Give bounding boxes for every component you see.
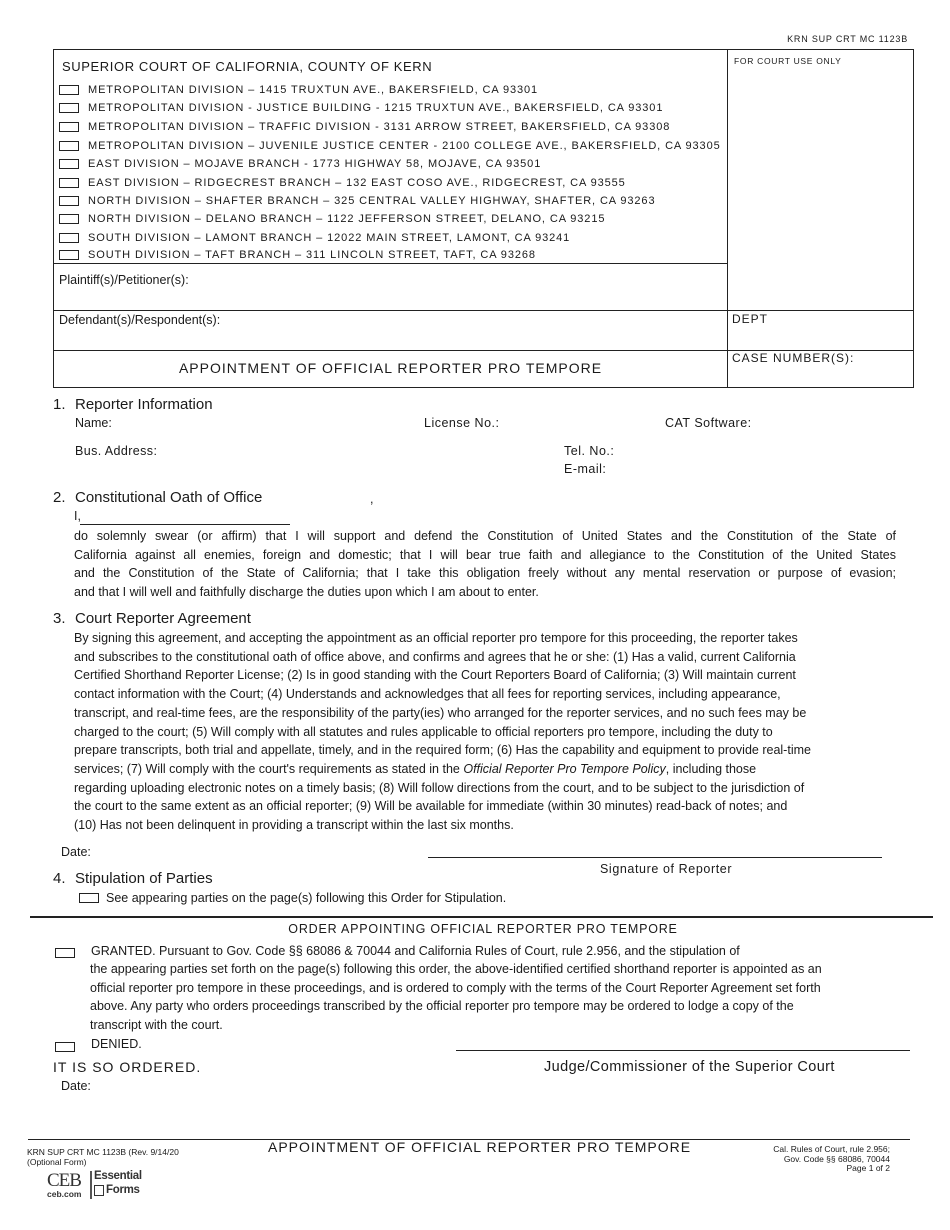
optional-form-label: (Optional Form) [27, 1156, 87, 1167]
branch-label: METROPOLITAN DIVISION – JUVENILE JUSTICE CENTER - 2100 COLLEGE AVE., BAKERSFIELD, CA 93305 [88, 140, 721, 152]
oath-paragraph [74, 527, 896, 602]
page-number: Page 1 of 2 [846, 1163, 890, 1173]
defendant-field[interactable] [53, 310, 728, 351]
oath-comma: , [370, 492, 374, 506]
business-address-label[interactable]: Bus. Address: [75, 444, 158, 458]
oath-name-line[interactable] [80, 524, 290, 525]
policy-title: Official Reporter Pro Tempore Policy [463, 761, 666, 776]
branch-label: EAST DIVISION – MOJAVE BRANCH - 1773 HIGHWAY 58, MOJAVE, CA 93501 [88, 158, 542, 170]
checkbox[interactable] [59, 85, 79, 95]
section-1-number: 1. [53, 396, 66, 413]
agreement-line: regarding uploading electronic notes on a timely basis; (8) Will follow directions from the court, and to be subject to the jurisdiction of [74, 780, 805, 795]
rules-line: Cal. Rules of Court, rule 2.956; [773, 1144, 890, 1154]
section-4-title: Stipulation of Parties [75, 870, 213, 887]
reporter-name-label[interactable]: Name: [75, 416, 112, 430]
court-use-label: FOR COURT USE ONLY [734, 56, 842, 66]
denied-checkbox[interactable] [55, 1042, 75, 1052]
agreement-text: services; (7) Will comply with the court's requirements as stated in the [74, 761, 464, 776]
section-3-number: 3. [53, 610, 66, 627]
stipulation-label: See appearing parties on the page(s) following this Order for Stipulation. [106, 891, 507, 905]
granted-checkbox[interactable] [55, 948, 75, 958]
branch-label: NORTH DIVISION – DELANO BRANCH – 1122 JEFFERSON STREET, DELANO, CA 93215 [88, 213, 606, 225]
essential-forms-logo [94, 1170, 154, 1200]
court-address-box [53, 49, 728, 264]
granted-line: above. Any party who orders proceedings transcribed by the official reporter pro tempore may be ordered to lodge a copy of the [90, 999, 794, 1014]
section-2-number: 2. [53, 489, 66, 506]
branch-label: METROPOLITAN DIVISION - JUSTICE BUILDING - 1215 TRUXTUN AVE., BAKERSFIELD, CA 93301 [88, 102, 664, 114]
section-2-title: Constitutional Oath of Office [75, 489, 263, 506]
branch-option-3[interactable] [59, 119, 670, 135]
plaintiff-field[interactable] [53, 263, 728, 311]
reporter-signature-line[interactable] [428, 857, 882, 858]
reporter-date-label[interactable]: Date: [61, 845, 91, 859]
ceb-logo [47, 1171, 89, 1201]
forms-text: Forms [106, 1184, 140, 1196]
agreement-line: prepare transcripts, both trial and appellate, timely, and in the required form; (6) Has the capability and equipment to provide real-time [74, 743, 811, 758]
form-title-box [53, 350, 728, 388]
footer-title: APPOINTMENT OF OFFICIAL REPORTER PRO TEMPORE [268, 1139, 692, 1155]
checkbox[interactable] [59, 141, 79, 151]
oath-line: and that I will well and faithfully discharge the duties upon which I am about to enter. [74, 585, 539, 600]
checkbox[interactable] [59, 159, 79, 169]
branch-option-10[interactable] [59, 247, 536, 263]
checkbox[interactable] [59, 214, 79, 224]
defendant-label: Defendant(s)/Respondent(s): [59, 313, 221, 327]
plaintiff-label: Plaintiff(s)/Petitioner(s): [59, 273, 189, 287]
forms-icon [94, 1185, 104, 1196]
judge-signature-line[interactable] [456, 1050, 910, 1051]
oath-line: and the Constitution of the State of California; that I take this obligation freely without any mental reservation or purpose of evasion; [74, 566, 896, 581]
branch-option-1[interactable] [59, 82, 538, 98]
ceb-site-text: ceb.com [47, 1189, 82, 1199]
branch-label: SOUTH DIVISION – LAMONT BRANCH – 12022 MAIN STREET, LAMONT, CA 93241 [88, 232, 571, 244]
stipulation-option[interactable] [79, 891, 506, 905]
agreement-line: contact information with the Court; (4) Understands and acknowledges that all fees for reporting services, including appearance, [74, 687, 781, 702]
checkbox[interactable] [59, 250, 79, 260]
granted-paragraph [90, 960, 912, 1035]
granted-line: transcript with the court. [90, 1018, 223, 1033]
court-title: SUPERIOR COURT OF CALIFORNIA, COUNTY OF KERN [62, 59, 433, 74]
branch-label: METROPOLITAN DIVISION – TRAFFIC DIVISION - 3131 ARROW STREET, BAKERSFIELD, CA 93308 [88, 121, 671, 133]
branch-option-8[interactable] [59, 211, 605, 227]
branch-option-7[interactable] [59, 193, 655, 209]
branch-label: NORTH DIVISION – SHAFTER BRANCH – 325 CENTRAL VALLEY HIGHWAY, SHAFTER, CA 93263 [88, 195, 656, 207]
section-3-title: Court Reporter Agreement [75, 610, 251, 627]
agreement-paragraph [74, 629, 900, 835]
oath-line: California against all enemies, foreign and domestic; that I will bear true faith and allegiance to the Constitution of the United States [74, 547, 896, 562]
order-heading: ORDER APPOINTING OFFICIAL REPORTER PRO TEMPORE [288, 922, 678, 936]
section-4-number: 4. [53, 870, 66, 887]
license-label[interactable]: License No.: [424, 416, 500, 430]
oath-line: do solemnly swear (or affirm) that I will support and defend the Constitution of United States and the Constitution of the State of [74, 529, 896, 543]
checkbox[interactable] [59, 196, 79, 206]
case-number-label: CASE NUMBER(S): [732, 351, 855, 365]
checkbox[interactable] [59, 103, 79, 113]
logo-divider [90, 1171, 92, 1199]
so-ordered: IT IS SO ORDERED. [53, 1059, 202, 1075]
court-use-box [727, 49, 914, 311]
form-code-top: KRN SUP CRT MC 1123B [787, 34, 908, 44]
checkbox[interactable] [59, 233, 79, 243]
branch-option-2[interactable] [59, 100, 663, 116]
agreement-line: By signing this agreement, and accepting the appointment as an official reporter pro tempore for this proceeding, the reporter takes [74, 631, 798, 645]
agreement-text: , including those [665, 761, 757, 776]
checkbox[interactable] [59, 178, 79, 188]
agreement-line: the court to the same extent as an official reporter; (9) Will be available for immediate (within 30 minutes) read-back of notes; and [74, 799, 788, 814]
agreement-line: (10) Has not been delinquent in providing a transcript within the last six months. [74, 818, 514, 833]
branch-option-5[interactable] [59, 156, 541, 172]
branch-label: METROPOLITAN DIVISION – 1415 TRUXTUN AVE., BAKERSFIELD, CA 93301 [88, 84, 539, 96]
footer-rules [720, 1145, 890, 1174]
email-label[interactable]: E-mail: [564, 462, 607, 476]
branch-option-6[interactable] [59, 175, 626, 191]
case-number-field[interactable] [727, 350, 914, 388]
cat-software-label[interactable]: CAT Software: [665, 416, 752, 430]
form-title: APPOINTMENT OF OFFICIAL REPORTER PRO TEMPORE [178, 360, 603, 376]
ceb-logo-text: CEB [47, 1170, 81, 1191]
branch-label: EAST DIVISION – RIDGECREST BRANCH – 132 EAST COSO AVE., RIDGECREST, CA 93555 [88, 177, 626, 189]
essential-text: Essential [94, 1170, 142, 1182]
granted-line: official reporter pro tempore in these proceedings, and is ordered to comply with the terms of the Court Reporter Agreement set forth [90, 980, 821, 995]
agreement-line: charged to the court; (5) Will comply with all statutes and rules applicable to official reporters pro tempore, including the duty to [74, 724, 773, 739]
rules-line: Gov. Code §§ 68086, 70044 [783, 1153, 890, 1164]
dept-field[interactable] [727, 310, 914, 351]
telephone-label[interactable]: Tel. No.: [564, 444, 615, 458]
order-divider [30, 916, 933, 918]
agreement-line-policy [74, 760, 900, 779]
footer-form-code [27, 1148, 179, 1167]
forms-row [94, 1184, 154, 1197]
branch-option-4[interactable] [59, 138, 721, 154]
form-code-revision: KRN SUP CRT MC 1123B (Rev. 9/14/20 [27, 1147, 179, 1157]
section-1-title: Reporter Information [75, 396, 213, 413]
branch-option-9[interactable] [59, 230, 570, 246]
checkbox[interactable] [79, 893, 99, 903]
agreement-line: and subscribes to the constitutional oath of office above, and confirms and agrees that he or she: (1) Has a valid, current California [74, 649, 796, 664]
agreement-line: Certified Shorthand Reporter License; (2) Is in good standing with the Court Reporters Board of California; (3) Will maintain current [74, 668, 796, 683]
judge-label: Judge/Commissioner of the Superior Court [544, 1059, 835, 1075]
order-date-label[interactable]: Date: [61, 1079, 91, 1093]
checkbox[interactable] [59, 122, 79, 132]
granted-first-line: GRANTED. Pursuant to Gov. Code §§ 68086 & 70044 and California Rules of Court, rule 2.956, and the stipulation of [91, 944, 740, 958]
dept-label: DEPT [732, 312, 769, 326]
branch-label: SOUTH DIVISION – TAFT BRANCH – 311 LINCOLN STREET, TAFT, CA 93268 [88, 249, 536, 261]
signature-of-reporter-label: Signature of Reporter [600, 862, 733, 876]
granted-line: the appearing parties set forth on the page(s) following this order, the above-identified certified shorthand reporter is appointed as an [90, 962, 822, 976]
denied-label: DENIED. [91, 1037, 142, 1051]
oath-i-label: I, [74, 509, 81, 523]
agreement-line: transcript, and real-time fees, are the responsibility of the party(ies) who arranged for the reporter services, and no such fees may be [74, 705, 807, 720]
